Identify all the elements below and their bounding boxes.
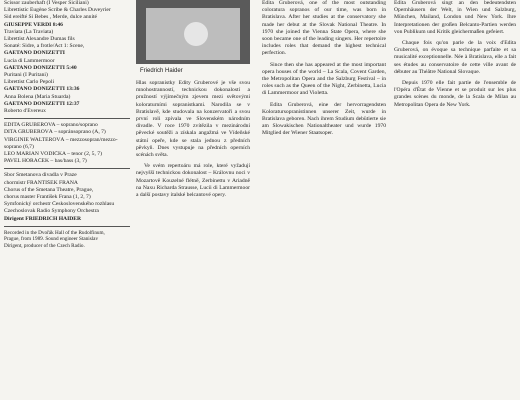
credits-title: EDITA GRUBEROVA – soprano/soprano bbox=[4, 122, 98, 129]
chorus-line: Sbor Smetanova divadla v Praze bbox=[4, 172, 77, 179]
track-line: Librettistic Eugène Scribe & Charles Duveyrier bbox=[4, 7, 111, 14]
track-line: Anna Bolena (Maria Stuarda) bbox=[4, 93, 71, 100]
track-line: Lucia di Lammermoor bbox=[4, 57, 55, 64]
czech-text-column bbox=[136, 80, 250, 203]
chorus-line: chorus master František Frana (1, 2, 7) bbox=[4, 194, 91, 201]
tracklist-column bbox=[4, 0, 130, 249]
divider bbox=[4, 168, 130, 169]
credit-line: soprano (6,7) bbox=[4, 143, 34, 150]
portrait-photo bbox=[136, 0, 250, 64]
track-line: Librettist Carlo Pepoli bbox=[4, 79, 55, 86]
track-line: Librettist Alexandre Dumas fils bbox=[4, 36, 75, 43]
track-line: Puritani (I Puritani) bbox=[4, 72, 48, 79]
recording-line: Recorded in the Dvořák Hall of the Rudolfinum, bbox=[4, 229, 105, 236]
german-french-text-column bbox=[394, 0, 516, 113]
body-paragraph: Ve svém repertoáru má role, které vyžadují nejvyšší technickou dokonalost – Královnu noci v Mozartově Kouzelné flétně, Zerbinettu v Ariadně na Naxu Richarda Strausse, Lucii di Lammermoor a další postavy italské belcantové opery. bbox=[136, 163, 250, 199]
recording-line: Prague, from 1989. Sound engineer Stanislav bbox=[4, 236, 99, 243]
chorus-line: Symfonický orchestr Československého rozhlasu bbox=[4, 201, 115, 208]
english-text-column bbox=[262, 0, 386, 142]
credit-line: VIRGINIE WALTEROVÁ – mezzosopran/mezzo- bbox=[4, 136, 118, 143]
body-paragraph: Edita Gruberová, eine der hervorragendsten Koloratursopranistinnen unserer Zeit, wurde in Bratislava geboren. Nach ihrem Studium debütierte sie am Slowakischen Nationaltheater und wurde 1970 Mitglied der Wiener Staatsoper. bbox=[262, 101, 386, 137]
track-line: GAETANO DONIZETTI bbox=[4, 50, 65, 57]
track-line: GAETANO DONIZETTI 12:37 bbox=[4, 100, 80, 107]
divider bbox=[4, 226, 130, 227]
track-line: GAETANO DONIZETTI 13:36 bbox=[4, 86, 80, 93]
credit-line: DITA GRUBEROVÁ – sopránsoprano (A, 7) bbox=[4, 129, 106, 136]
track-line: Scissor zauberhaft (I Vesper Siciliani) bbox=[4, 0, 89, 6]
conductor-line: Dirigent FRIEDRICH HAIDER bbox=[4, 215, 82, 222]
track-line: GAETANO DONIZETTI 5:40 bbox=[4, 64, 77, 71]
body-paragraph: Chaque fois qu'on parle de la voix d'Edita Gruberová, on évoque sa technique parfaite et sa musicalité exceptionnelle. Née à Bratislava, elle a fait ses études au conservatoire de cette ville avant de débuter au Théâtre National Slovaque. bbox=[394, 40, 516, 75]
body-paragraph: Hlas sopranistky Edity Gruberové je vše svou mnohostranností, technickou dokonalostí a pružností výjimečným zjevem mezi světovými koloraturními sopranistkami. Narodila se v Bratislavě, kde studovala na konzervatoři a svou první roli zpívala ve Slovenském národním divadle. V roce 1970 zvítězila v mezinárodní pěvecké soutěži a získala angažmá ve Vídeňské státní opeře, kde se stala jednou z předních pěvkyň. Dnes vystupuje na předních operních scénách světa. bbox=[136, 80, 250, 159]
credit-line: PAVEL HORÁČEK – bas/bass (3, 7) bbox=[4, 158, 87, 165]
chorus-line: Chorus of the Smetana Theatre, Prague, bbox=[4, 186, 94, 193]
credit-line: LEO MARIAN VODIČKA – tenor (2, 5, 7) bbox=[4, 151, 102, 158]
photo-caption: Friedrich Haider bbox=[140, 68, 183, 74]
track-line: Sid ereifté Si Bebes , Merde, dulce annité bbox=[4, 14, 98, 21]
body-paragraph: Depuis 1970 elle fait partie de l'ensemble de l'Opéra d'État de Vienne et se produit sur les plus grandes scènes du monde, de la Scala de Milan au Metropolitan Opera de New York. bbox=[394, 80, 516, 108]
body-paragraph: Edita Gruberová, one of the most outstanding coloratura sopranos of our time, was born in Bratislava. After her studies at the conservatory she made her debut at the Slovak National Theatre. In 1970 she joined the Vienna State Opera, where she soon became one of the leading singers. Her repertoire includes roles that demand the highest technical perfection. bbox=[262, 0, 386, 57]
recording-line: Dirigent, producer of the Czech Radio. bbox=[4, 242, 85, 249]
track-line: Sonaté: Sidre, a frotle/Act 1: Scene, bbox=[4, 43, 85, 50]
portrait-face bbox=[184, 22, 208, 46]
body-paragraph: Edita Gruberová singt an den bedeutendsten Opernhäusern der Welt, in Wien und Salzburg, München, Mailand, London und New York. Ihre Interpretationen der großen Belcanto-Partien werden von Publikum und Kritik gleichermaßen gefeiert. bbox=[394, 0, 516, 35]
chorus-line: chormistr FRANTIŠEK FRANA bbox=[4, 179, 78, 186]
track-line: Roberto d'Evereux bbox=[4, 108, 46, 115]
track-line: GIUSEPPE VERDI 8:46 bbox=[4, 21, 63, 28]
body-paragraph: Since then she has appeared at the most important opera houses of the world – La Scala, Covent Garden, the Metropolitan Opera and the Salzburg Festival – in roles such as the Queen of the Night, Zerbinetta, Lucia di Lammermoor and Violetta. bbox=[262, 61, 386, 97]
chorus-line: Czechoslovak Radio Symphony Orchestra bbox=[4, 208, 99, 215]
track-line: Traviata (La Traviata) bbox=[4, 28, 54, 35]
photo-background bbox=[146, 8, 240, 60]
divider bbox=[4, 118, 130, 119]
